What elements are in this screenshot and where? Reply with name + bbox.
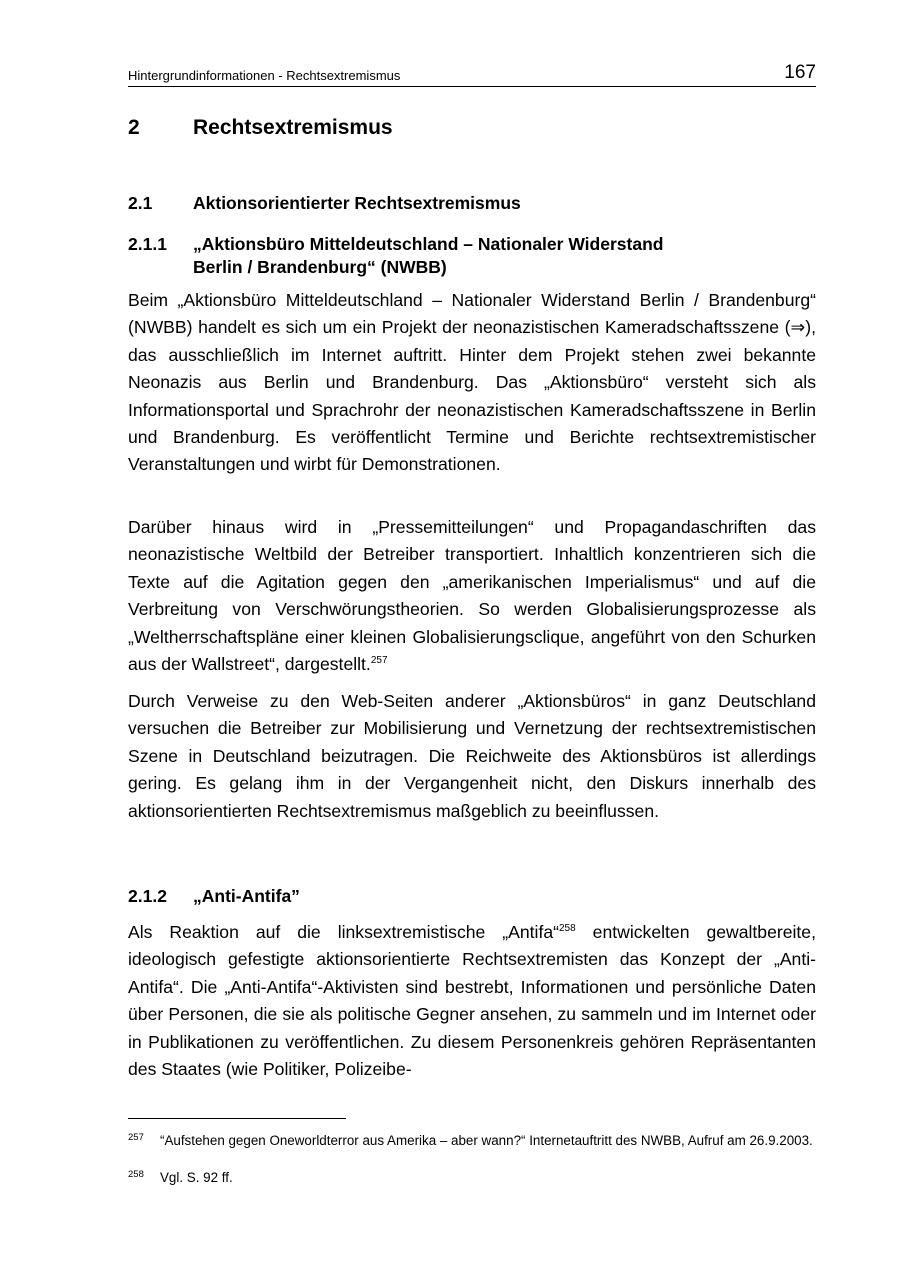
subsection-title-1-line1: „Aktionsbüro Mitteldeutschland – Nationaler Widerstand: [193, 234, 664, 254]
paragraph-4-rest: entwickelten gewaltbereite, ideologisch gefestigte aktionsorientierte Rechtsextremisten das Konzept der „Anti-Antifa“. Die „Anti-Antifa“-Aktivisten sind bestrebt, Informationen und persönliche Daten über Personen, die sie als politische Gegner ansehen, zu sammeln und im Internet oder in Publikationen zu veröffentlichen. Zu diesem Personenkreis gehören Repräsentanten des Staates (wie Politiker, Polizeibe-: [128, 922, 816, 1080]
subsection-title-2: „Anti-Antifa”: [193, 886, 300, 906]
paragraph-2: [128, 514, 816, 678]
subsection-number-1: 2.1.1: [128, 234, 167, 254]
subsection-title-1-line2: Berlin / Brandenburg“ (NWBB): [193, 257, 447, 277]
paragraph-3: Durch Verweise zu den Web-Seiten anderer „Aktionsbüros“ in ganz Deutschland versuchen die Betreiber zur Mobilisierung und Vernetzung der rechtsextremistischen Szene in Deutschland beizutragen. Die Reichweite des Aktionsbüros ist allerdings gering. Es gelang ihm in der Vergangenheit nicht, den Diskurs innerhalb des aktionsorientierten Rechtsextremismus maßgeblich zu beeinflussen.: [128, 691, 816, 821]
footnote-ref-258[interactable]: 258: [559, 923, 576, 934]
paragraph-2-text: Darüber hinaus wird in „Pressemitteilungen“ und Propagandaschriften das neonazistische Weltbild der Betreiber transportiert. Inhaltlich konzentrieren sich die Texte auf die Agitation gegen den „amerikanischen Imperialismus“ und auf die Verbreitung von Verschwörungstheorien. So werden Globalisierungsprozesse als „Weltherrschaftspläne einer kleinen Globalisierungsclique, angeführt von den Schurken aus der Wallstreet“, dargestellt.: [128, 517, 816, 675]
footnote-number: 258: [128, 1169, 144, 1180]
footnote-text: Vgl. S. 92 ff.: [160, 1170, 233, 1185]
paragraph-1: Beim „Aktionsbüro Mitteldeutschland – Nationaler Widerstand Berlin / Brandenburg“ (NWBB) handelt es sich um ein Projekt der neonazistischen Kameradschaftsszene (⇒), das ausschließlich im Internet auftritt. Hinter dem Projekt stehen zwei bekannte Neonazis aus Berlin und Brandenburg. Das „Aktionsbüro“ versteht sich als Informationsportal und Sprachrohr der neonazistischen Kameradschaftsszene in Berlin und Brandenburg. Es veröffentlicht Termine und Berichte rechtsextremistischer Veranstaltungen und wirbt für Demonstrationen.: [128, 290, 816, 475]
document-page: [128, 0, 816, 1273]
page-number: 167: [784, 62, 816, 83]
footnote-258: [128, 1169, 816, 1186]
paragraph-4-start: Als Reaktion auf die linksextremistische „Antifa“: [128, 922, 559, 942]
footnote-ref-257[interactable]: 257: [370, 655, 388, 667]
section-number: 2.1: [128, 193, 153, 213]
chapter-number: 2: [128, 116, 140, 139]
paragraph-4: [128, 919, 816, 1083]
footnote-text: “Aufstehen gegen Oneworldterror aus Amerika – aber wann?“ Internetauftritt des NWBB, Aufruf am 26.9.2003.: [160, 1133, 813, 1148]
footnote-257: [128, 1132, 816, 1149]
subsection-number-2: 2.1.2: [128, 886, 167, 906]
section-title: Aktionsorientierter Rechtsextremismus: [193, 193, 521, 213]
running-header: [128, 62, 816, 87]
footnote-divider: [128, 1118, 346, 1119]
footnote-number: 257: [128, 1132, 144, 1143]
chapter-title: Rechtsextremismus: [193, 116, 393, 139]
header-title: Hintergrundinformationen - Rechtsextremismus: [128, 68, 401, 83]
